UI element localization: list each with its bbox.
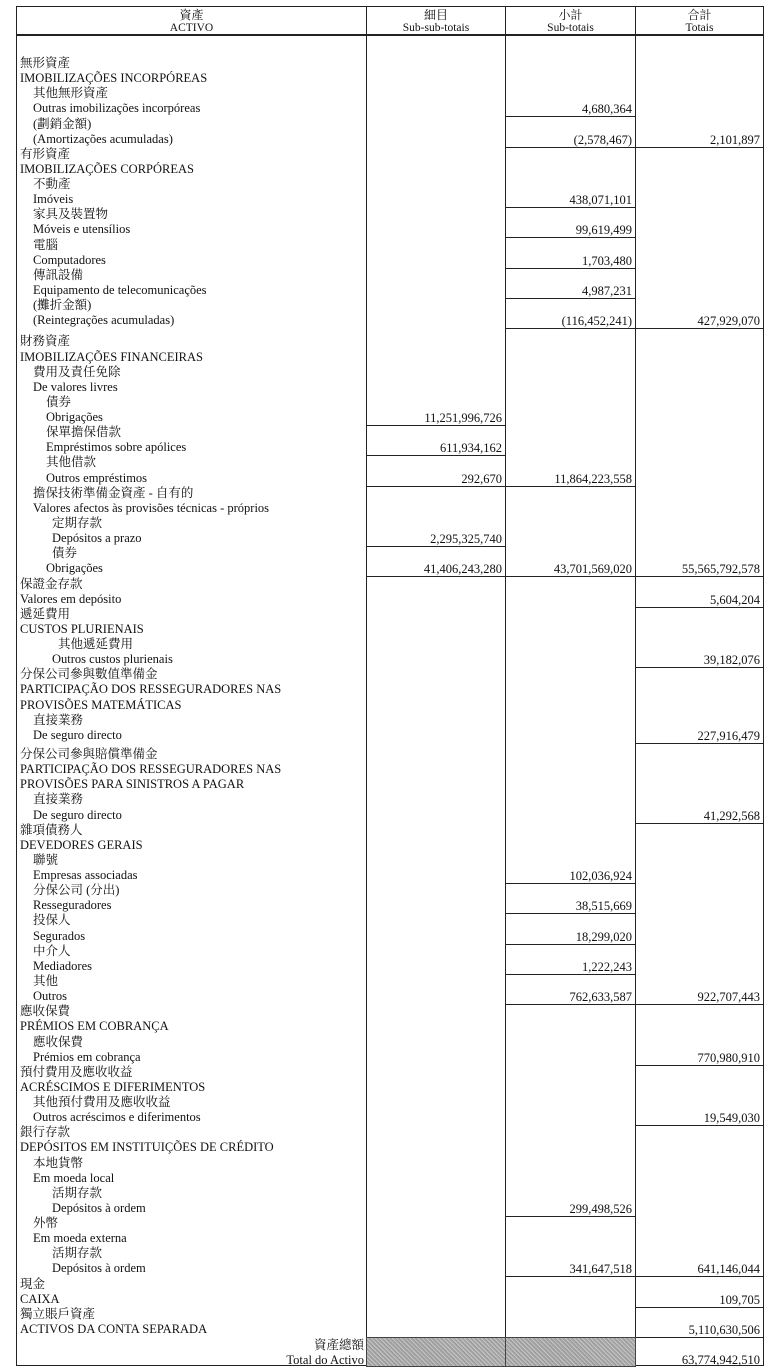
account-line: Depósitos à ordem: [52, 1201, 146, 1215]
shaded-cell: [366, 1337, 506, 1367]
account-line: 應收保費: [20, 1004, 71, 1018]
amount-cell-sub: 438,071,101: [506, 193, 636, 208]
account-line: 費用及責任免除: [33, 365, 121, 379]
header-total-pt: Totais: [685, 22, 714, 34]
account-line: 無形資產: [20, 56, 71, 70]
account-line: 擔保技術準備金資產 - 自有的: [33, 486, 194, 500]
header-sub: [505, 6, 636, 36]
amount-cell-subsub: 41,406,243,280: [367, 562, 506, 577]
account-line: Segurados: [33, 929, 86, 943]
account-line: Valores afectos às provisões técnicas - próprios: [33, 501, 270, 515]
amount-cell-sub: 38,515,669: [506, 899, 636, 914]
account-line: Outras imobilizações incorpóreas: [33, 101, 201, 115]
account-line: (攤折金額): [33, 298, 92, 312]
amount-cell-sub: 99,619,499: [506, 223, 636, 238]
amount-cell-sub: 43,701,569,020: [506, 562, 636, 577]
account-line: 家具及裝置物: [33, 207, 109, 221]
account-line: Depósitos à ordem: [52, 1261, 146, 1275]
account-line: Outros: [33, 989, 68, 1003]
amount-cell-sub: 1,222,243: [506, 960, 636, 975]
account-line: CUSTOS PLURIENAIS: [20, 622, 144, 636]
header-subsub: [366, 6, 506, 36]
account-line: Móveis e utensílios: [33, 222, 131, 236]
amount-cell-total: 41,292,568: [636, 809, 764, 824]
account-line: 其他預付費用及應收收益: [33, 1095, 171, 1109]
amount-cell-total: 922,707,443: [636, 990, 764, 1005]
account-line: Em moeda externa: [33, 1231, 127, 1245]
account-line: 直接業務: [33, 713, 84, 727]
account-line: 債券: [52, 546, 78, 560]
amount-cell-sub: 299,498,526: [506, 1202, 636, 1217]
account-line: PROVISÕES PARA SINISTROS A PAGAR: [20, 777, 245, 791]
header-sub-pt: Sub-totais: [547, 22, 594, 34]
account-line: 其他: [33, 974, 59, 988]
account-line: De seguro directo: [33, 808, 122, 822]
account-line: 其他借款: [46, 455, 97, 469]
account-line: 外幣: [33, 1216, 59, 1230]
account-line: Outros custos plurienais: [52, 652, 173, 666]
account-line: Equipamento de telecomunicações: [33, 283, 207, 297]
account-line: 保單擔保借款: [46, 425, 122, 439]
account-line: Depósitos a prazo: [52, 531, 142, 545]
amount-cell-subsub: 2,295,325,740: [367, 532, 506, 547]
account-line: CAIXA: [20, 1292, 60, 1306]
amount-cell-sub: 341,647,518: [506, 1262, 636, 1277]
account-line: PRÉMIOS EM COBRANÇA: [20, 1019, 169, 1033]
header-total-zh: 合計: [687, 8, 712, 22]
account-line: De seguro directo: [33, 728, 122, 742]
amount-cell-sub: (116,452,241): [506, 314, 636, 329]
account-line: PROVISÕES MATEMÁTICAS: [20, 698, 182, 712]
amount-cell-total: 5,110,630,506: [636, 1323, 764, 1338]
account-line: 電腦: [33, 238, 59, 252]
account-line: Prémios em cobrança: [33, 1050, 141, 1064]
account-line: PARTICIPAÇÃO DOS RESSEGURADORES NAS: [20, 682, 282, 696]
account-line: Outros empréstimos: [46, 471, 148, 485]
account-line: 獨立賬戶資產: [20, 1307, 96, 1321]
amount-cell-total: 55,565,792,578: [636, 562, 764, 577]
total-value: 63,774,942,510: [681, 1353, 760, 1367]
account-line: 財務資產: [20, 334, 71, 348]
amount-cell-total: 427,929,070: [636, 314, 764, 329]
account-line: 投保人: [33, 913, 71, 927]
header-activo-zh: 資產: [179, 8, 204, 22]
account-line: 債券: [46, 395, 72, 409]
account-line: 雜項債務人: [20, 823, 83, 837]
amount-cell-subsub: 292,670: [367, 472, 506, 487]
account-line: 其他遞延費用: [58, 637, 134, 651]
amount-cell-sub: (2,578,467): [506, 133, 636, 148]
header-activo: [16, 6, 367, 36]
account-line: Mediadores: [33, 959, 93, 973]
amount-cell-total: 770,980,910: [636, 1051, 764, 1066]
amount-cell-total: 109,705: [636, 1293, 764, 1308]
account-line: 分保公司參與數值準備金: [20, 667, 158, 681]
amount-cell-total: 5,604,204: [636, 593, 764, 608]
header-subsub-pt: Sub-sub-totais: [402, 22, 470, 34]
shaded-cell: [505, 1337, 636, 1367]
account-line: 活期存款: [52, 1186, 103, 1200]
account-line: ACRÉSCIMOS E DIFERIMENTOS: [20, 1080, 206, 1094]
account-line: Empresas associadas: [33, 868, 138, 882]
account-line: 預付費用及應收收益: [20, 1065, 133, 1079]
account-line: Obrigações: [46, 410, 103, 424]
account-line: IMOBILIZAÇÕES INCORPÓREAS: [20, 71, 208, 85]
account-line: Imóveis: [33, 192, 74, 206]
amount-cell-total: 19,549,030: [636, 1111, 764, 1126]
account-line: 中介人: [33, 944, 71, 958]
amount-cell-sub: 1,703,480: [506, 254, 636, 269]
account-line: DEVEDORES GERAIS: [20, 838, 143, 852]
header-sub-zh: 小計: [558, 8, 583, 22]
account-line: 活期存款: [52, 1246, 103, 1260]
account-line: 有形資產: [20, 147, 71, 161]
account-line: 分保公司 (分出): [33, 883, 120, 897]
account-line: 本地貨幣: [33, 1156, 84, 1170]
account-line: IMOBILIZAÇÕES CORPÓREAS: [20, 162, 194, 176]
account-line: (劃銷金額): [33, 117, 92, 131]
account-line: 遞延費用: [20, 607, 71, 621]
account-line: 傳訊設備: [33, 268, 84, 282]
account-line: Outros acréscimos e diferimentos: [33, 1110, 201, 1124]
account-line: 現金: [20, 1277, 46, 1291]
account-line: Valores em depósito: [20, 592, 122, 606]
amount-cell-sub: 762,633,587: [506, 990, 636, 1005]
account-line: (Amortizações acumuladas): [33, 132, 173, 146]
amount-cell-sub: 11,864,223,558: [506, 472, 636, 487]
account-line: 保證金存款: [20, 577, 83, 591]
account-line: Obrigações: [46, 561, 103, 575]
header-activo-pt: ACTIVO: [169, 22, 214, 34]
account-line: PARTICIPAÇÃO DOS RESSEGURADORES NAS: [20, 762, 282, 776]
header-total: [635, 6, 764, 36]
account-line: IMOBILIZAÇÕES FINANCEIRAS: [20, 350, 203, 364]
amount-cell-subsub: 11,251,996,726: [367, 411, 506, 426]
account-line: Em moeda local: [33, 1171, 115, 1185]
amount-cell-total: 39,182,076: [636, 653, 764, 668]
amount-cell-sub: 102,036,924: [506, 869, 636, 884]
amount-cell-sub: 4,987,231: [506, 284, 636, 299]
account-line: 不動產: [33, 177, 71, 191]
total-label-pt: Total do Activo: [286, 1353, 364, 1367]
account-line: (Reintegrações acumuladas): [33, 313, 175, 327]
account-line: Empréstimos sobre apólices: [46, 440, 187, 454]
account-line: ACTIVOS DA CONTA SEPARADA: [20, 1322, 208, 1336]
account-line: 銀行存款: [20, 1125, 71, 1139]
account-line: 直接業務: [33, 792, 84, 806]
account-line: Computadores: [33, 253, 106, 267]
account-line: 分保公司參與賠償準備金: [20, 747, 158, 761]
account-line: 定期存款: [52, 516, 103, 530]
amount-cell-subsub: 611,934,162: [367, 441, 506, 456]
column-divider: [366, 35, 367, 1366]
account-line: 應收保費: [33, 1035, 84, 1049]
account-line: 其他無形資產: [33, 86, 109, 100]
amount-cell-sub: 4,680,364: [506, 102, 636, 117]
account-line: 聯號: [33, 853, 59, 867]
total-label-zh: 資產總額: [313, 1338, 364, 1352]
account-line: DEPÓSITOS EM INSTITUIÇÕES DE CRÉDITO: [20, 1140, 274, 1154]
amount-cell-total: 2,101,897: [636, 133, 764, 148]
amount-cell-sub: 18,299,020: [506, 930, 636, 945]
header-subsub-zh: 細目: [423, 8, 448, 22]
account-line: De valores livres: [33, 380, 118, 394]
amount-cell-total: 641,146,044: [636, 1262, 764, 1277]
amount-cell-total: 227,916,479: [636, 729, 764, 744]
account-line: Resseguradores: [33, 898, 112, 912]
